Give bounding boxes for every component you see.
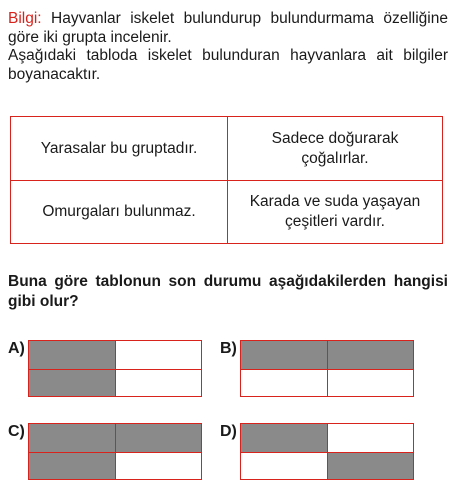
grid-cell	[241, 369, 327, 397]
option-b[interactable]	[220, 340, 414, 397]
option-d-grid	[240, 423, 414, 480]
question-text: Buna göre tablonun son durumu aşağıdakilerden hangisi gibi olur?	[8, 273, 448, 310]
option-c-grid	[28, 423, 202, 480]
table-cell-1: Yarasalar bu gruptadır.	[40, 139, 198, 157]
grid-cell-filled	[29, 341, 115, 369]
grid-cell	[327, 424, 413, 452]
option-d[interactable]	[220, 423, 414, 480]
info-text-1: Hayvanlar iskelet bulundurup bulundurmama özelliğine göre iki grupta incelenir.	[8, 10, 448, 46]
grid-cell-filled	[29, 452, 115, 480]
grid-cell-filled	[327, 452, 413, 480]
grid-cell	[115, 452, 201, 480]
option-b-grid	[240, 340, 414, 397]
grid-cell-filled	[29, 424, 115, 452]
grid-cell-filled	[327, 341, 413, 369]
option-a-letter: A)	[8, 340, 25, 357]
info-paragraph	[8, 10, 448, 84]
option-b-letter: B)	[220, 340, 237, 357]
grid-cell	[115, 341, 201, 369]
info-text-2: Aşağıdaki tabloda iskelet bulunduran hayvanlara ait bilgiler boyanacaktır.	[8, 47, 448, 83]
grid-cell	[115, 369, 201, 397]
table-cell-3: Omurgaları bulunmaz.	[11, 180, 227, 243]
info-label: Bilgi:	[8, 10, 42, 27]
grid-cell-filled	[241, 424, 327, 452]
grid-cell	[327, 369, 413, 397]
option-c-letter: C)	[8, 423, 25, 440]
grid-cell-filled	[241, 341, 327, 369]
option-c[interactable]	[8, 423, 202, 480]
option-a[interactable]	[8, 340, 202, 397]
grid-cell-filled	[29, 369, 115, 397]
grid-cell-filled	[115, 424, 201, 452]
option-d-letter: D)	[220, 423, 237, 440]
grid-cell	[241, 452, 327, 480]
option-a-grid	[28, 340, 202, 397]
info-table	[10, 116, 443, 244]
table-cell-4: Karada ve suda yaşayan çeşitleri vardır.	[227, 180, 442, 243]
table-cell-2: Sadece doğurarak çoğalırlar.	[227, 117, 442, 180]
